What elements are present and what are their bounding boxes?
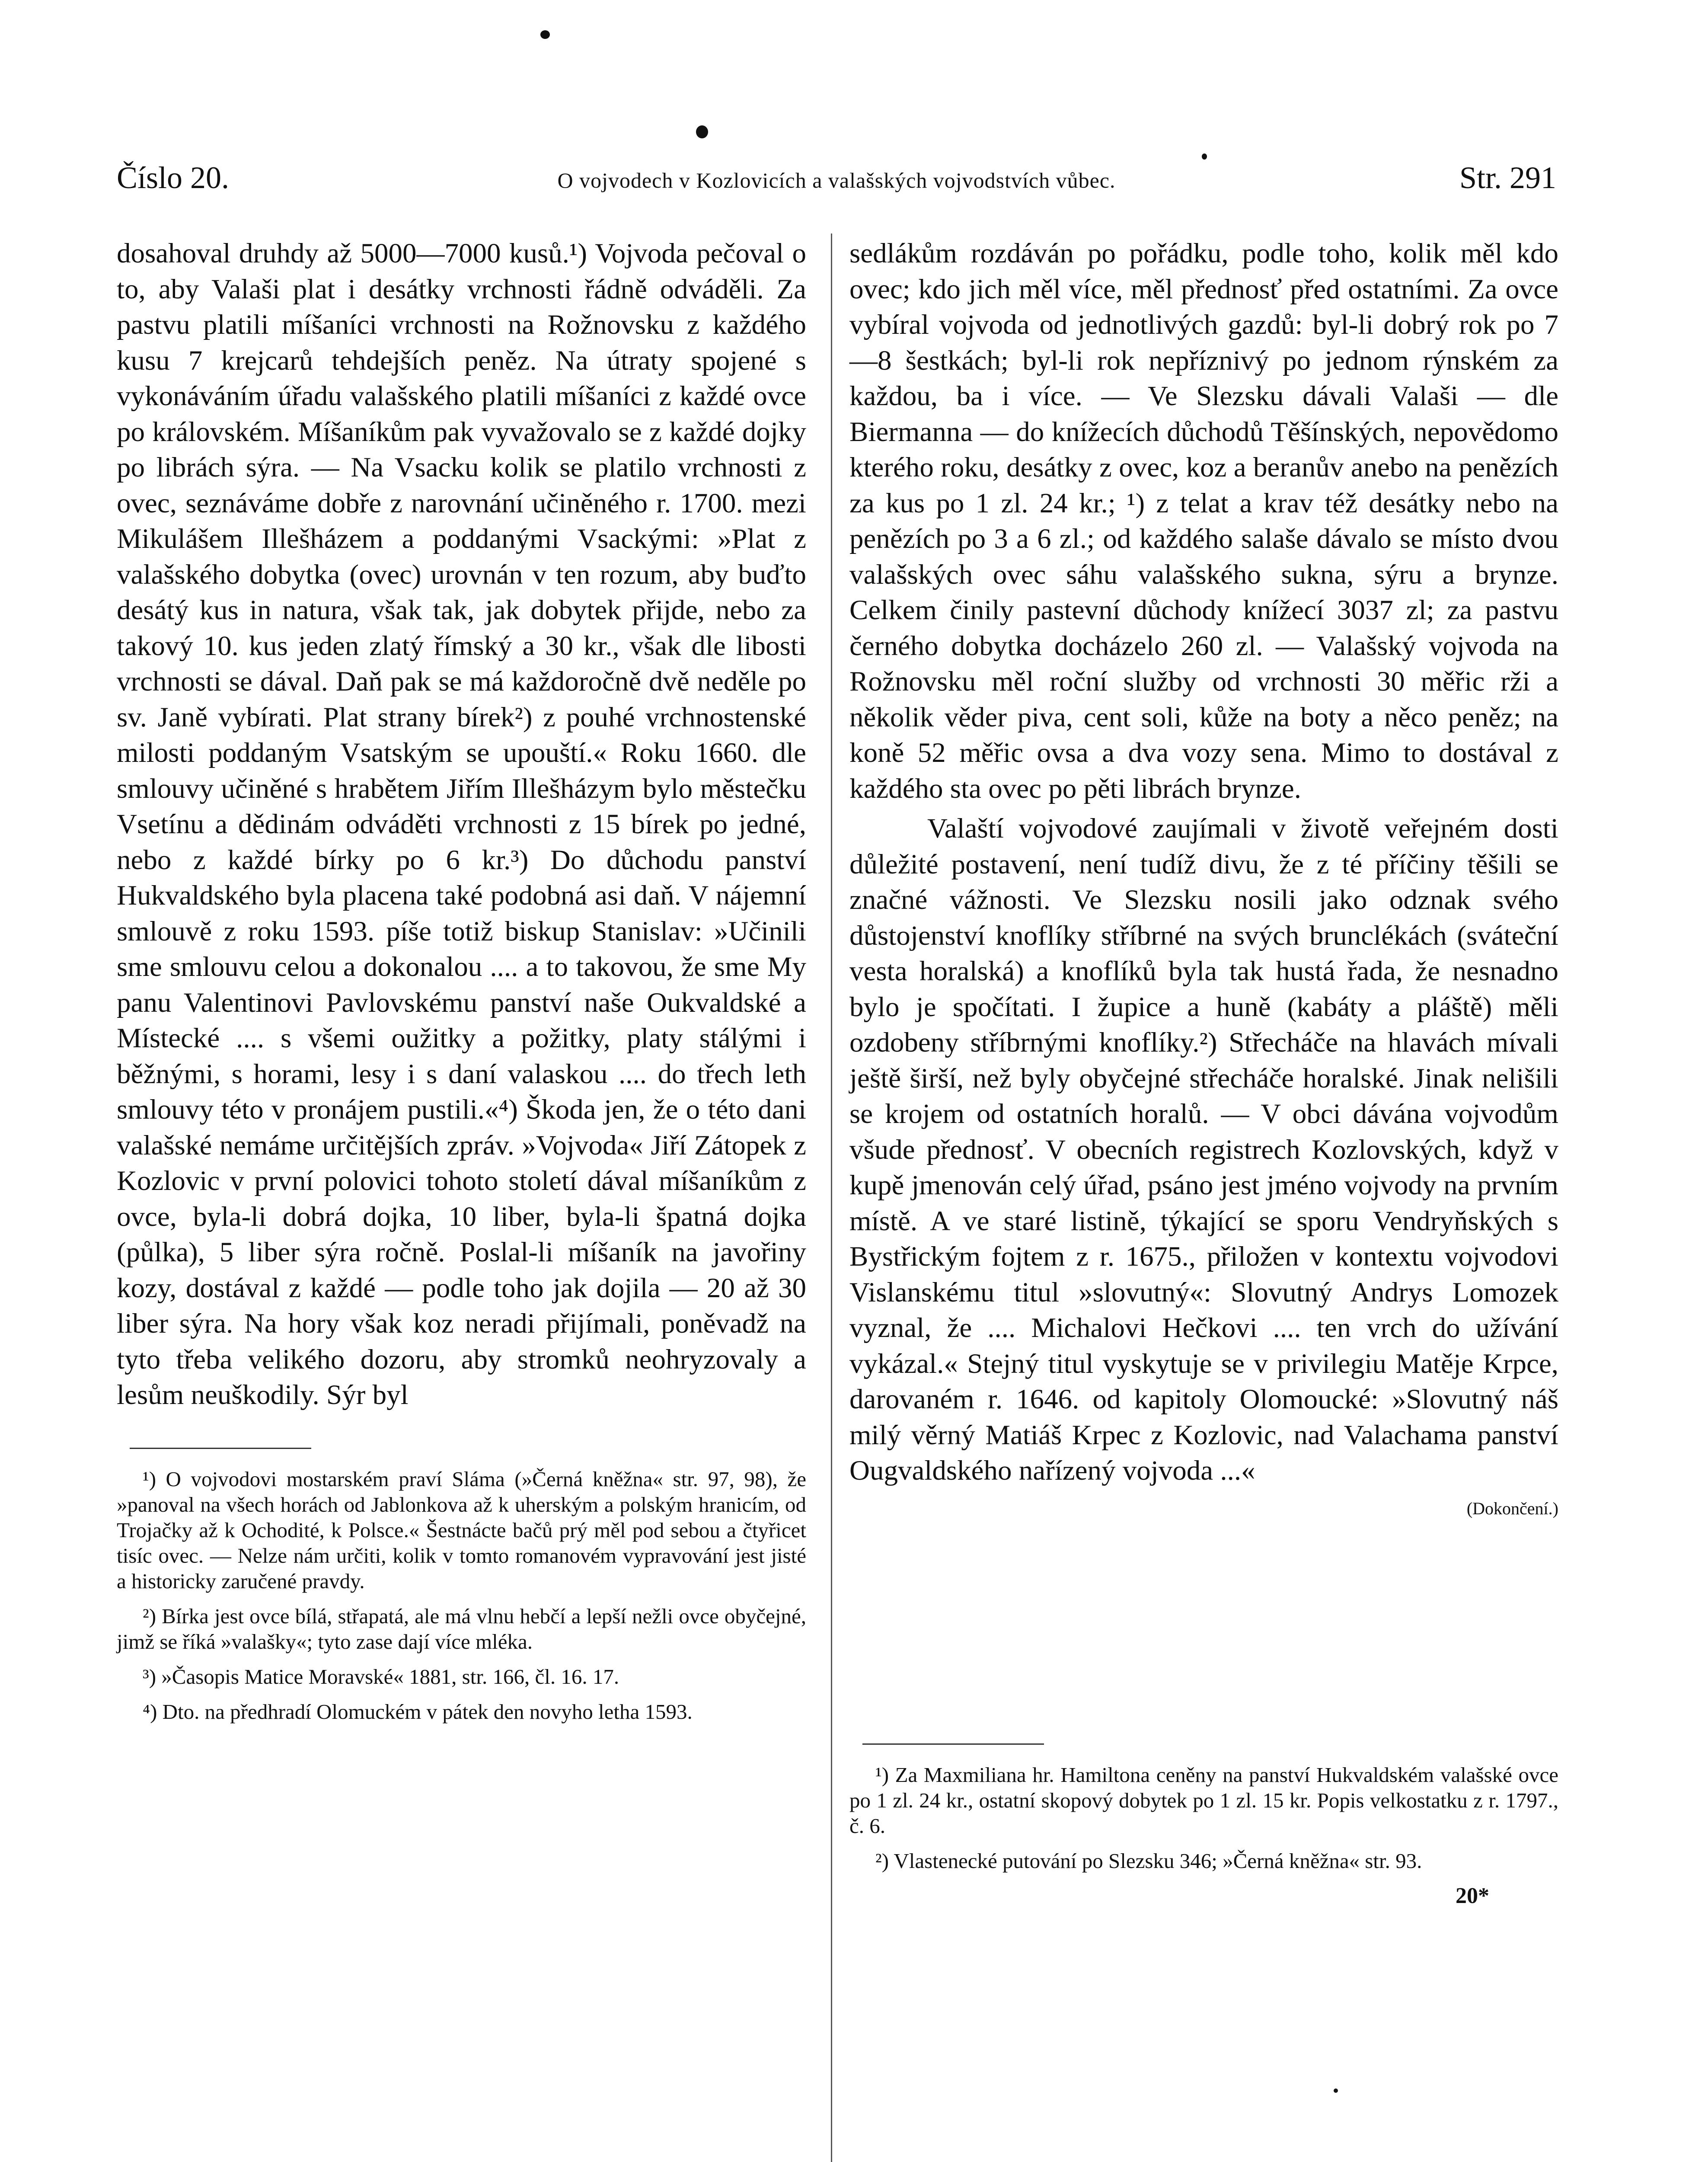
right-footnote-1: ¹) Za Maxmiliana hr. Hamiltona ceněny na panství Hukvaldském valašské ovce po 1 zl. 24 kr., ostatní skopový dobytek po 1 zl. 15 kr. Popis velkostatku z r. 1797., č. 6. [849, 1762, 1558, 1838]
running-title: O vojvodech v Kozlovicích a valašských vojvodstvích vůbec. [557, 168, 1116, 192]
right-footnote-2: ²) Vlastenecké putování po Slezsku 346; »Černá kněžna« str. 93. [875, 1849, 1422, 1873]
column-divider [831, 233, 832, 2162]
right-column-body [849, 236, 1558, 1519]
running-header [117, 160, 1556, 208]
page-number: Str. 291 [1459, 160, 1556, 195]
left-column [117, 236, 806, 1734]
right-footnotes [849, 1762, 1558, 1874]
issue-number: Číslo 20. [117, 160, 230, 195]
left-footnote-rule [130, 1448, 311, 1449]
left-paragraph-1: dosahoval druhdy až 5000—7000 kusů.¹) Vojvoda pečoval o to, aby Valaši plat i desátky vrchnosti řádně odváděli. Za pastvu platili míšaníci vrchnosti na Rožnovsku z každého kusu 7 krejcarů tehdejších peněz. Na útraty spojené s vykonáváním úřadu valašského platili míšaníci z každé ovce po královském. Míšaníkům pak vyvažovalo se z každé dojky po librách sýra. — Na Vsacku kolik se platilo vrchnosti z ovec, seznáváme dobře z narovnání učiněného r. 1700. mezi Mikulášem Illešházem a poddanými Vsackými: »Plat z valašského dobytka (ovec) urovnán v ten rozum, aby buďto desátý kus in natura, však tak, jak dobytek přijde, nebo za takový 10. kus jeden zlatý římský a 30 kr., však dle libosti vrchnosti se dával. Daň pak se má každoročně dvě neděle po sv. Janě vybírati. Plat strany bírek²) z pouhé vrchnostenské milosti poddaným Vsatským se upouští.« Roku 1660. dle smlouvy učiněné s hrabětem Jiřím Illešházym bylo městečku Vsetínu a dědinám odváděti vrchnosti z 15 bírek po jedné, nebo z každé bírky po 6 kr.³) Do důchodu panství Hukvaldského byla placena také podobná asi daň. V nájemní smlouvě z roku 1593. píše totiž biskup Stanislav: »Učinili sme smlouvu celou a dokonalou .... a to takovou, že sme My panu Valentinovi Pavlovskému panství naše Oukvaldské a Místecké .... s všemi oužitky a požitky, platy stálými i běžnými, s horami, lesy i s daní valaskou .... do třech leth smlouvy této v pronájem pustili.«⁴) Škoda jen, že o této dani valašské nemáme určitějších zpráv. »Vojvoda« Jiří Zátopek z Kozlovic v první polovici tohoto století dával míšaníkům z ovce, byla-li dobrá dojka, 10 liber, byla-li špatná dojka (půlka), 5 liber sýra ročně. Poslal-li míšaník na javořiny kozy, dostával z každé — podle toho jak dojila — 20 až 30 liber sýra. Na hory však koz neradi přijímali, poněvadž na tyto třeba velikého dozoru, aby stromků neohryzovaly a lesům neuškodily. Sýr byl [117, 238, 806, 1410]
right-footnote-rule [862, 1743, 1044, 1745]
scan-speck [1202, 154, 1207, 160]
right-paragraph-2: Valaští vojvodové zaujímali v životě veřejném dosti důležité postavení, není tudíž divu, že z té příčiny těšili se značné vážnosti. Ve Slezsku nosili jako odznak svého důstojenství knoflíky stříbrné na svých brunclékách (sváteční vesta horalská) a knoflíků byla tak hustá řada, že nesnadno bylo je spočítati. I župice a huně (kabáty a pláště) měli ozdobeny stříbrnými knoflíky.²) Střecháče na hlavách mívali ještě širší, než byly obyčejné střecháče horalské. Jinak nelišili se krojem od ostatních horalů. — V obci dávána vojvodům všude přednosť. V obecních registrech Kozlovských, když v kupě jmenován celý úřad, psáno jest jméno vojvody na prvním místě. A ve staré listině, týkající se sporu Vendryňských s Bystřickým fojtem z r. 1675., přiložen v kontextu vojvodovi Vislanskému titul »slovutný«: Slovutný Andrys Lomozek vyznal, že .... Michalovi Hečkovi .... ten vrch do užívání vykázal.« Stejný titul vyskytuje se v privilegiu Matěje Krpce, darovaném r. 1646. od kapitoly Olomoucké: »Slovutný náš milý věrný Matiáš Krpec z Kozlovic, nad Valachama panství Ougvaldského nařízený vojvoda ...« [849, 813, 1558, 1486]
left-footnote-1: ¹) O vojvodovi mostarském praví Sláma (»Černá kněžna« str. 97, 98), že »panoval na všech horách od Jablonkova až k uherským a polským hranicím, od Trojačky až k Ochodité, k Polsce.« Šestnácte bačů prý měl pod sebou a čtyřicet tisíc ovec. — Nelze nám určiti, kolik v tomto romanovém vypravování jest jisté a historicky zaručené pravdy. [117, 1467, 806, 1593]
left-footnote-3: ³) »Časopis Matice Moravské« 1881, str. 166, čl. 16. 17. [143, 1664, 619, 1689]
continuation-note: (Dokončení.) [1466, 1498, 1558, 1518]
signature-mark: 20* [1456, 1883, 1489, 1908]
right-paragraph-1: sedlákům rozdáván po pořádku, podle toho, kolik měl kdo ovec; kdo jich měl více, měl přednosť před ostatními. Za ovce vybíral vojvoda od jednotlivých gazdů: byl-li dobrý rok po 7—8 šestkách; byl-li rok nepříznivý po jednom rýnském za každou, ba i více. — Ve Slezsku dávali Valaši — dle Biermanna — do knížecích důchodů Těšínských, nepovědomo kterého roku, desátky z ovec, koz a beranův anebo na penězích za kus po 1 zl. 24 kr.; ¹) z telat a krav též desátky nebo na penězích po 3 a 6 zl.; od každého salaše dávalo se místo dvou valašských ovec sáhu valašského sukna, sýru a brynze. Celkem činily pastevní důchody knížecí 3037 zl; za pastvu černého dobytka docházelo 260 zl. — Valašský vojvoda na Rožnovsku měl roční služby od vrchnosti 30 měřic rži a několik věder piva, cent soli, kůže na boty a něco peněz; na koně 52 měřic ovsa a dva vozy sena. Mimo to dostával z každého sta ovec po pěti librách brynze. [849, 238, 1558, 804]
left-footnote-4: ⁴) Dto. na předhradí Olomuckém v pátek den novyho letha 1593. [143, 1699, 693, 1724]
left-footnotes [117, 1466, 806, 1724]
scan-speck [1334, 2088, 1338, 2093]
right-column [849, 236, 1558, 1909]
left-column-body [117, 236, 806, 1413]
left-footnote-2: ²) Bírka jest ovce bílá, střapatá, ale má vlnu hebčí a lepší nežli ovce obyčejné, jimž se říká »valašky«; tyto zase dají více mléka. [117, 1604, 806, 1653]
scan-speck [540, 30, 550, 39]
scan-speck [696, 125, 708, 138]
